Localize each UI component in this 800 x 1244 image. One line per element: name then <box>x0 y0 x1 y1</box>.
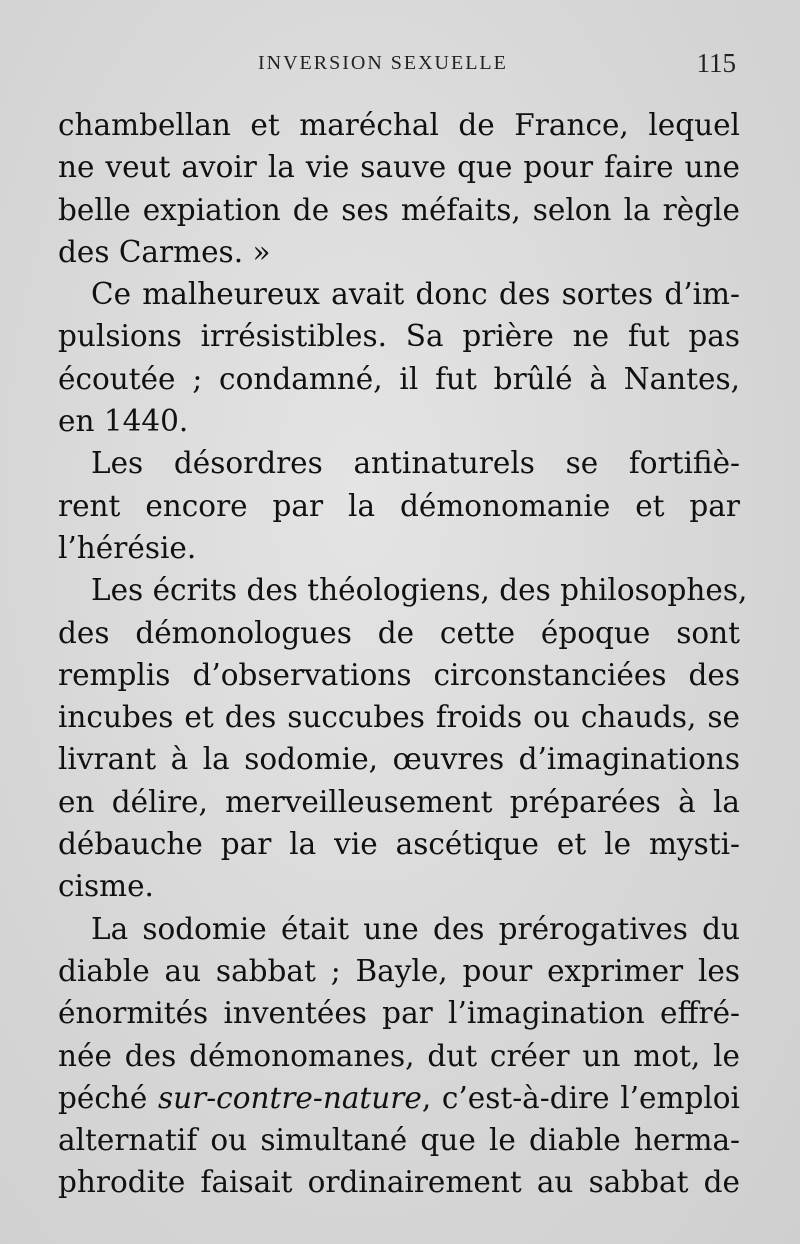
text-line: l’hérésie. <box>58 530 197 565</box>
paragraph-first-line: La sodomie était une des prérogatives du <box>91 911 740 946</box>
paragraph-first-line: Les désordres antinaturels se fortifiè- <box>91 446 740 481</box>
text-line: née des démonomanes, dut créer un mot, le <box>58 1038 740 1073</box>
text-line: des démonologues de cette époque sont <box>58 615 740 650</box>
text-line: pulsions irrésistibles. Sa prière ne fut pas <box>58 319 740 354</box>
running-title: INVERSION SEXUELLE <box>258 52 508 74</box>
text-line: remplis d’observations circonstanciées des <box>58 657 740 692</box>
text-line: chambellan et maréchal de France, lequel <box>58 108 740 142</box>
page-header <box>0 50 800 80</box>
text-line: des Carmes. » <box>58 234 271 269</box>
text-line: en délire, merveilleusement préparées à la <box>58 784 740 819</box>
italic-term: sur-contre-nature <box>157 1080 422 1115</box>
paragraph-first-line: Ce malheureux avait donc des sortes d’im- <box>91 277 740 312</box>
paragraph-first-line: Les écrits des théologiens, des philosophes, <box>91 573 748 608</box>
text-line: belle expiation de ses méfaits, selon la règle <box>58 192 740 227</box>
text-segment: , c’est-à-dire l’emploi <box>421 1080 740 1115</box>
text-line: ne veut avoir la vie sauve que pour faire une <box>58 150 740 185</box>
text-line: écoutée ; condamné, il fut brûlé à Nantes, <box>58 361 740 396</box>
text-line: phrodite faisait ordinairement au sabbat de <box>58 1165 740 1200</box>
text-line: alternatif ou simultané que le diable herma- <box>58 1123 740 1158</box>
text-line: cisme. <box>58 869 154 904</box>
text-line: énormités inventées par l’imagination effré- <box>58 996 740 1031</box>
text-line: rent encore par la démonomanie et par <box>58 488 740 523</box>
text-line: livrant à la sodomie, œuvres d’imaginations <box>58 742 740 777</box>
text-line: incubes et des succubes froids ou chauds, se <box>58 700 740 735</box>
text-line: diable au sabbat ; Bayle, pour exprimer les <box>58 953 740 988</box>
body-text <box>58 104 748 1204</box>
text-segment: péché <box>58 1080 158 1115</box>
text-line: débauche par la vie ascétique et le mysti- <box>58 827 740 862</box>
text-line: en 1440. <box>58 404 189 439</box>
text-line-with-italic <box>58 1077 740 1119</box>
page-number: 115 <box>696 48 736 78</box>
